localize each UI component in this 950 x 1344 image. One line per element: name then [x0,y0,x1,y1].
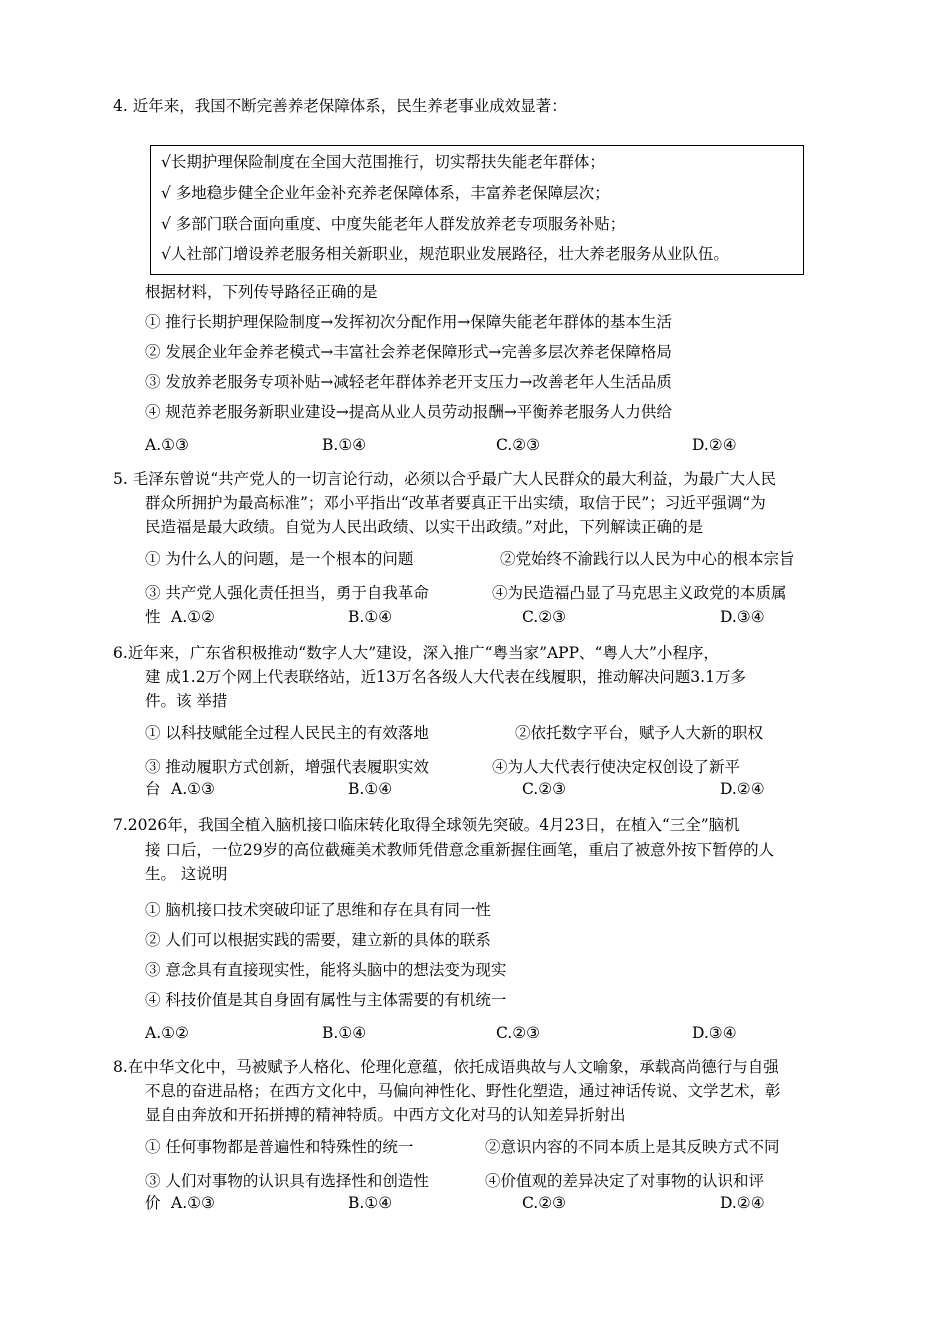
q7-choice-b: B.①④ [322,1024,367,1042]
q6-choice-d: D.②④ [720,780,765,798]
q6-stem-line-2: 建 成1.2万个网上代表联络站，近13万名各级人大代表在线履职，推动解决问题3.1万多 [145,668,746,686]
q6-choice-c: C.②③ [522,780,567,798]
q5-item-4: ④为民造福凸显了马克思主义政党的本质属 [492,584,787,602]
q6-item-4-tail: 台 [145,780,161,798]
q4-prompt: 根据材料，下列传导路径正确的是 [145,283,378,301]
q4-item-3: ③ 发放养老服务专项补贴→减轻老年群体养老开支压力→改善老年人生活品质 [145,373,672,391]
q4-box-line-3: √ 多部门联合面向重度、中度失能老年人群发放养老专项服务补贴； [161,215,626,233]
q8-choice-a: A.①③ [171,1194,215,1212]
q8-item-2: ②意识内容的不同本质上是其反映方式不同 [485,1138,780,1156]
q8-choice-d: D.②④ [720,1194,765,1212]
q4-choice-a: A.①③ [145,436,189,454]
q4-material-box [150,145,804,275]
q5-choice-b: B.①④ [348,608,393,626]
q8-stem-line-3: 显自由奔放和开拓拼搏的精神特质。中西方文化对马的认知差异折射出 [145,1106,626,1124]
q7-item-3: ③ 意念具有直接现实性，能将头脑中的想法变为现实 [145,961,507,979]
q5-stem-line-2: 群众所拥护为最高标准”；邓小平指出“改革者要真正干出实绩，取信于民”；习近平强调“为 [145,494,766,512]
q6-stem-line-1: 6.近年来，广东省积极推动“数字人大”建设，深入推广“粤当家”APP、“粤人大”小程序， [113,644,719,662]
q8-stem-line-1: 8.在中华文化中，马被赋予人格化、伦理化意蕴，依托成语典故与人文喻象，承载高尚德行与自强 [113,1058,779,1076]
q8-item-4: ④价值观的差异决定了对事物的认识和评 [485,1172,765,1190]
q5-choice-a: A.①② [171,608,215,626]
q8-stem-line-2: 不息的奋进品格；在西方文化中，马偏向神性化、野性化塑造，通过神话传说、文学艺术，彰 [145,1082,781,1100]
q7-stem-line-1: 7.2026年，我国全植入脑机接口临床转化取得全球领先突破。4月23日，在植入“三全”脑机 [113,816,740,834]
q6-item-3: ③ 推动履职方式创新，增强代表履职实效 [145,758,429,776]
q6-item-2: ②依托数字平台，赋予人大新的职权 [515,724,764,742]
q4-item-4: ④ 规范养老服务新职业建设→提高从业人员劳动报酬→平衡养老服务人力供给 [145,403,672,421]
q6-stem-line-3: 件。该 举措 [145,692,228,710]
q5-item-2: ②党始终不渝践行以人民为中心的根本宗旨 [500,550,795,568]
q4-choice-c: C.②③ [496,436,541,454]
q6-choice-b: B.①④ [348,780,393,798]
q6-item-4: ④为人大代表行使决定权创设了新平 [492,758,741,776]
q4-box-line-4: √人社部门增设养老服务相关新职业，规范职业发展路径，壮大养老服务从业队伍。 [161,245,729,263]
q7-item-1: ① 脑机接口技术突破印证了思维和存在具有同一性 [145,901,491,919]
q8-item-4-tail: 价 [145,1194,161,1212]
q5-choice-c: C.②③ [522,608,567,626]
q7-stem-line-3: 生。 这说明 [145,865,228,883]
q5-stem-line-1: 5. 毛泽东曾说“共产党人的一切言论行动，必须以合乎最广大人民群众的最大利益，为最广大人民 [113,470,777,488]
q5-stem-line-3: 民造福是最大政绩。自觉为人民出政绩、以实干出政绩。”对此，下列解读正确的是 [145,518,704,536]
q5-item-4-tail: 性 [145,608,161,626]
q7-stem-line-2: 接 口后，一位29岁的高位截瘫美术教师凭借意念重新握住画笔，重启了被意外按下暂停的人 [145,841,775,859]
q5-choice-d: D.③④ [720,608,765,626]
q6-choice-a: A.①③ [171,780,215,798]
q8-item-3: ③ 人们对事物的认识具有选择性和创造性 [145,1172,429,1190]
q4-box-line-1: √长期护理保险制度在全国大范围推行，切实帮扶失能老年群体； [161,153,605,171]
q4-box-line-2: √ 多地稳步健全企业年金补充养老保障体系，丰富养老保障层次； [161,184,610,202]
q8-choice-c: C.②③ [522,1194,567,1212]
q8-choice-b: B.①④ [348,1194,393,1212]
q5-item-1: ① 为什么人的问题，是一个根本的问题 [145,550,414,568]
q7-choice-c: C.②③ [496,1024,541,1042]
q6-item-1: ① 以科技赋能全过程人民民主的有效落地 [145,724,429,742]
q7-item-2: ② 人们可以根据实践的需要，建立新的具体的联系 [145,931,491,949]
q4-item-2: ② 发展企业年金养老模式→丰富社会养老保障形式→完善多层次养老保障格局 [145,343,672,361]
q7-choice-a: A.①② [145,1024,189,1042]
q8-item-1: ① 任何事物都是普遍性和特殊性的统一 [145,1138,414,1156]
q4-stem: 4. 近年来，我国不断完善养老保障体系，民生养老事业成效显著： [113,97,567,115]
q4-choice-b: B.①④ [322,436,367,454]
q4-item-1: ① 推行长期护理保险制度→发挥初次分配作用→保障失能老年群体的基本生活 [145,313,672,331]
q5-item-3: ③ 共产党人强化责任担当，勇于自我革命 [145,584,429,602]
q7-item-4: ④ 科技价值是其自身固有属性与主体需要的有机统一 [145,991,507,1009]
q4-choice-d: D.②④ [692,436,737,454]
q7-choice-d: D.③④ [692,1024,737,1042]
